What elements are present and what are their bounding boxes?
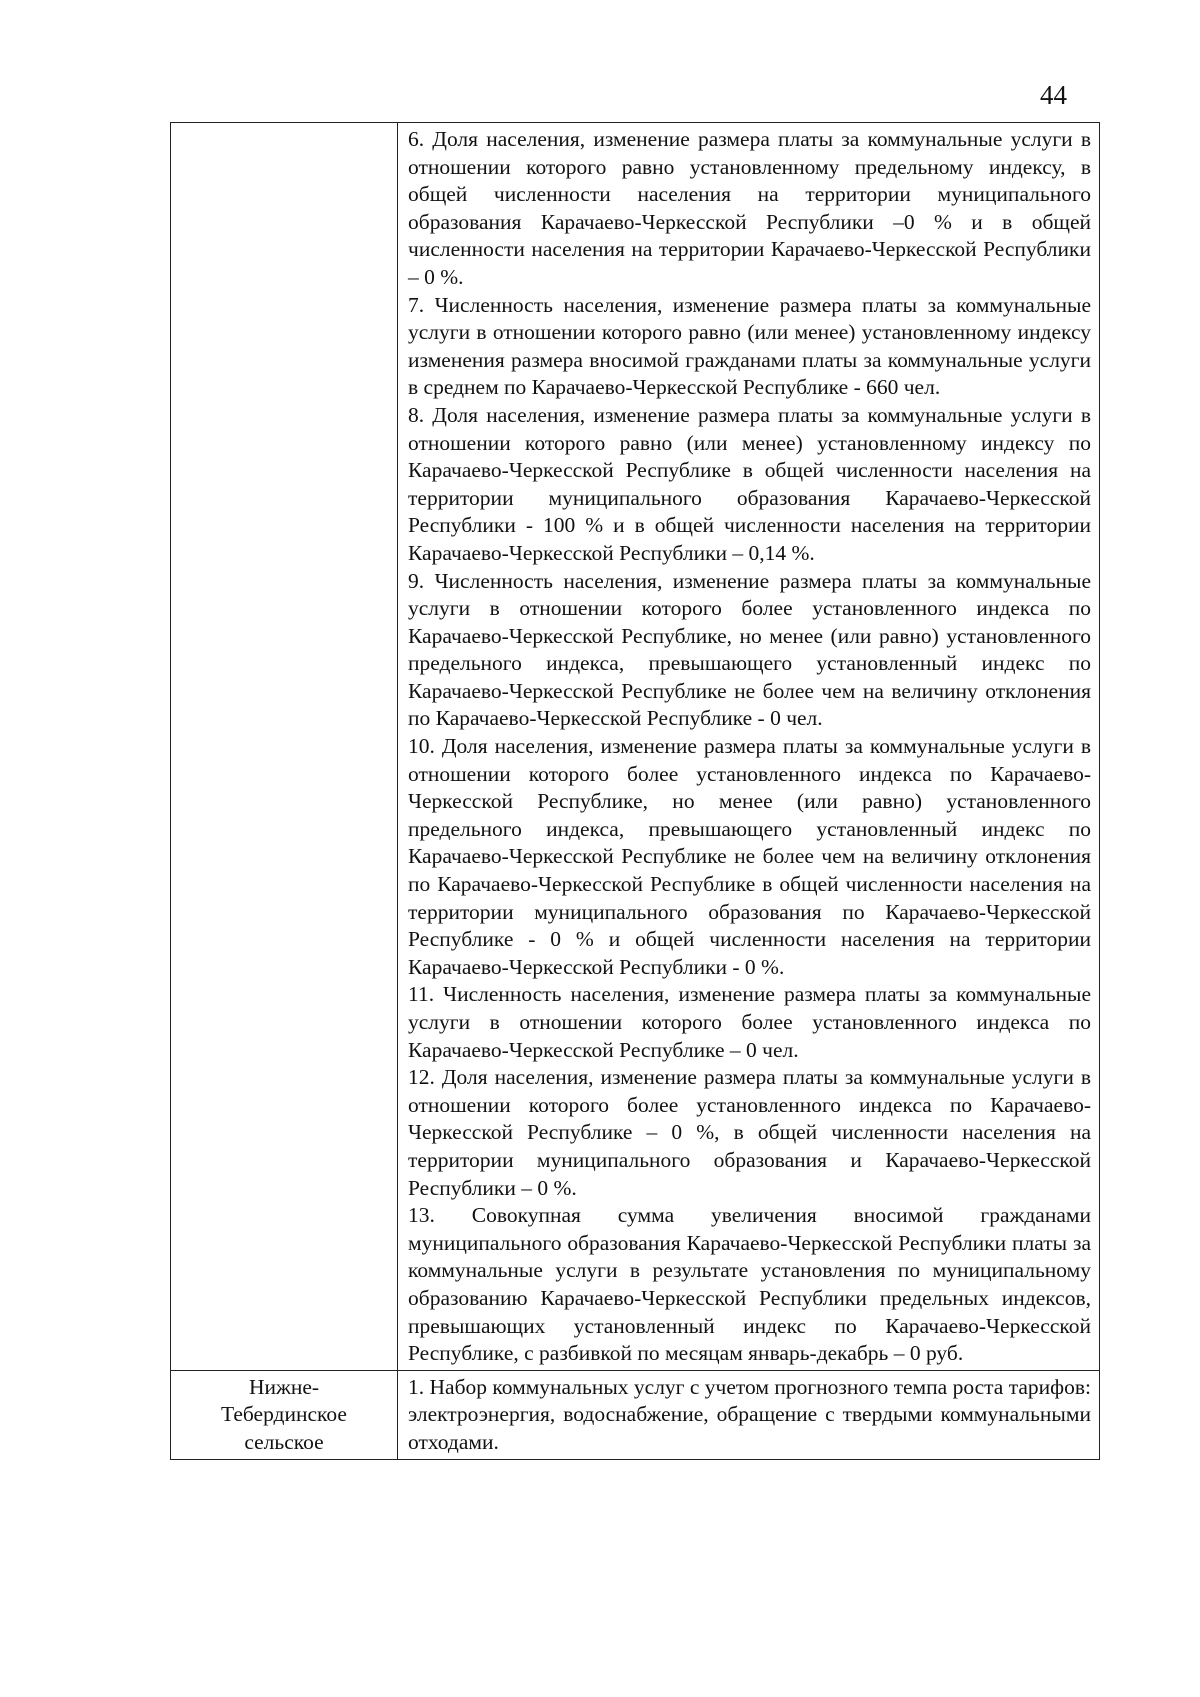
- indicator-paragraph: 13. Совокупная сумма увеличения вносимой гражданами муниципального образования Карачаево-Черкесской Республики платы за коммунальные услуги в результате установления по муниципальному образованию Карачаево-Черкесской Республики предельных индексов, превышающих установленный индекс по Карачаево-Черкесской Республике, с разбивкой по месяцам январь-декабрь – 0 руб.: [408, 1203, 1091, 1366]
- indicators-text: [398, 123, 1099, 1370]
- indicator-paragraph: 10. Доля населения, изменение размера платы за коммунальные услуги в отношении которого более установленного индекса по Карачаево-Черкесской Республике, но менее (или равно) установленного предельного индекса, превышающего установленный индекс по Карачаево-Черкесской Республике не более чем на величину отклонения по Карачаево-Черкесской Республике в общей численности населения на территории муниципального образования по Карачаево-Черкесской Республике - 0 % и общей численности населения на территории Карачаево-Черкесской Республики - 0 %.: [408, 734, 1091, 979]
- indicator-paragraph: 6. Доля населения, изменение размера платы за коммунальные услуги в отношении которого равно установленному предельному индексу, в общей численности населения на территории муниципального образования Карачаево-Черкесской Республики –0 % и в общей численности населения на территории Карачаево-Черкесской Республики – 0 %.: [408, 127, 1091, 289]
- indicator-paragraph: 7. Численность населения, изменение размера платы за коммунальные услуги в отношении которого равно (или менее) установленному индексу изменения размера вносимой гражданами платы за коммунальные услуги в среднем по Карачаево-Черкесской Республике - 660 чел.: [408, 292, 1091, 400]
- municipality-name-line: сельское: [244, 1429, 324, 1454]
- table-row: [171, 1370, 1100, 1459]
- municipality-cell: [171, 123, 398, 1371]
- municipality-cell: [171, 1370, 398, 1459]
- indicators-table: [170, 122, 1100, 1460]
- indicator-paragraph: 11. Численность населения, изменение размера платы за коммунальные услуги в отношении которого более установленного индекса по Карачаево-Черкесской Республике – 0 чел.: [408, 982, 1091, 1062]
- indicator-paragraph: 1. Набор коммунальных услуг с учетом прогнозного темпа роста тарифов: электроэнергия, водоснабжение, обращение с твердыми коммунальными отходами.: [408, 1374, 1091, 1454]
- page-number: 44: [1040, 80, 1067, 110]
- indicator-paragraph: 9. Численность населения, изменение размера платы за коммунальные услуги в отношении которого более установленного индекса по Карачаево-Черкесской Республике, но менее (или равно) установленного предельного индекса, превышающего установленный индекс по Карачаево-Черкесской Республике не более чем на величину отклонения по Карачаево-Черкесской Республике - 0 чел.: [408, 568, 1091, 731]
- indicator-paragraph: 8. Доля населения, изменение размера платы за коммунальные услуги в отношении которого равно (или менее) установленному индексу по Карачаево-Черкесской Республике в общей численности населения на территории муниципального образования Карачаево-Черкесской Республики - 100 % и в общей численности населения на территории Карачаево-Черкесской Республики – 0,14 %.: [408, 402, 1091, 565]
- municipality-name: [171, 1371, 397, 1459]
- municipality-name-line: Тебердинское: [221, 1402, 347, 1427]
- indicators-cell: [398, 1370, 1100, 1459]
- table-row: [171, 123, 1100, 1371]
- indicator-paragraph: 12. Доля населения, изменение размера платы за коммунальные услуги в отношении которого более установленного индекса по Карачаево-Черкесской Республике – 0 %, в общей численности населения на территории муниципального образования и Карачаево-Черкесской Республики – 0 %.: [408, 1065, 1091, 1200]
- indicators-text: [398, 1371, 1099, 1459]
- municipality-name-line: Нижне-: [248, 1374, 320, 1399]
- indicators-cell: [398, 123, 1100, 1371]
- municipality-name: [171, 123, 397, 128]
